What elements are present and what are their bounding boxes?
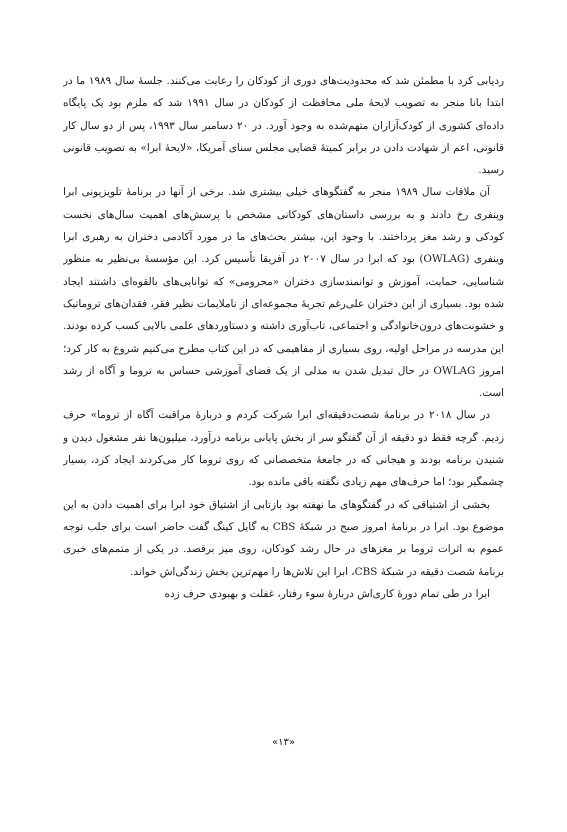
document-page: [63, 70, 504, 770]
page-number: «۱۳»: [272, 737, 295, 748]
paragraph: ابرا در طی تمام دورهٔ کاری‌اش دربارهٔ سوء رفتار، غفلت و بهبودی حرف زده: [164, 587, 490, 600]
paragraph: ردیابی کرد با مطمئن شد که محدودیت‌های دوری از کودکان را رعایت می‌کنند. جلسهٔ سال ۱۹۸۹ ما در ابتدا‌ بانا منجر به تصویب لایحهٔ ملی محافظت از کودکان در سال ۱۹۹۱ شد که ملزم بود یک پایگاه داده‌ای کشوری از کودک‌آزاران متهم‌شده به وجود آورد. در ۲۰ دسامبر سال ۱۹۹۳، پس از دو سال کار قانونی، اعم از شهادت دادن در برابر کمیتهٔ قضایی مجلس سنای آمریکا، «لایحهٔ ابرا» به تصویب قانونی رسید.: [63, 75, 504, 177]
paragraph: در سال ۲۰۱۸ در برنامهٔ شصت‌دقیقه‌ای ابرا شرکت کردم و دربارهٔ مراقبت آگاه از تروما» حرف زدیم. گرچه فقط دو دقیقه از آن گفتگو سر از بخش پایانی برنامه درآورد، میلیون‌ها نفر مشغول دیدن و شنیدن برنامه بودند و هیجانی که در جامعهٔ متخصصانی که روی تروما کار می‌کردند ایجاد کرد، بسیار چشمگیر بود؛ اما حرف‌های مهم زیادی نگفته باقی مانده بود.: [63, 409, 504, 489]
paragraph: بخشی از اشتیاقی که در گفتگوهای ما نهفته بود بازتابی از اشتیاق خود ابرا برای اهمیت دادن به این موضوع بود. ابرا در برنامهٔ امروز صبح در شبکهٔ CBS به گایل کینگ گفت حاضر است برای جلب توجه عموم به اثرات تروما بر مغزهای در حال رشد کودکان، روی میز برقصد. در یکی از متمم‌های خبری برنامهٔ شصت دقیقه در شبکهٔ CBS، ابرا این تلاش‌ها را مهم‌ترین بخش زندگی‌اش خواند.: [63, 498, 504, 578]
paragraph: آن ملاقات سال ۱۹۸۹ منجر به گفتگوهای خیلی بیشتری شد. برخی از آنها در برنامهٔ تلویزیونی ابرا وینفری رخ دادند و به بررسی داستان‌های کودکانی مشخص با پرسش‌های اهمیت سال‌های نخست کودکی و رشد مغز پرداختند. با وجود این، بیشتر بحث‌های ما در مورد آکادمی دختران به رهبری ابرا وینفری (OWLAG) بود که ابرا در سال ۲۰۰۷ در آفریقا تأسیس کرد. این مؤسسهٔ بی‌نظیر به منظور شناسایی، حمایت، آموزش و توانمندسازی دختران «محرومی» که توانایی‌های بالقوه‌ای داشتند ایجاد شده بود. بسیاری از این دختران علی‌رغم تجربهٔ مجموعه‌ای از ناملایمات نظیر فقر، فقدان‌های تروماتیک و خشونت‌های درون‌خانوادگی و اجتماعی، تاب‌آوری داشته و دستاوردهای علمی بالایی کسب کرده بودند. این مدرسه در مراحل اولیه، روی بسیاری از مفاهیمی که در این کتاب مطرح می‌کنیم شروع به کار کرد؛ امروز OWLAG در حال تبدیل شدن به مدلی از یک فضای آموزشی حساس به تروما و آگاه از رشد است.: [63, 186, 504, 400]
